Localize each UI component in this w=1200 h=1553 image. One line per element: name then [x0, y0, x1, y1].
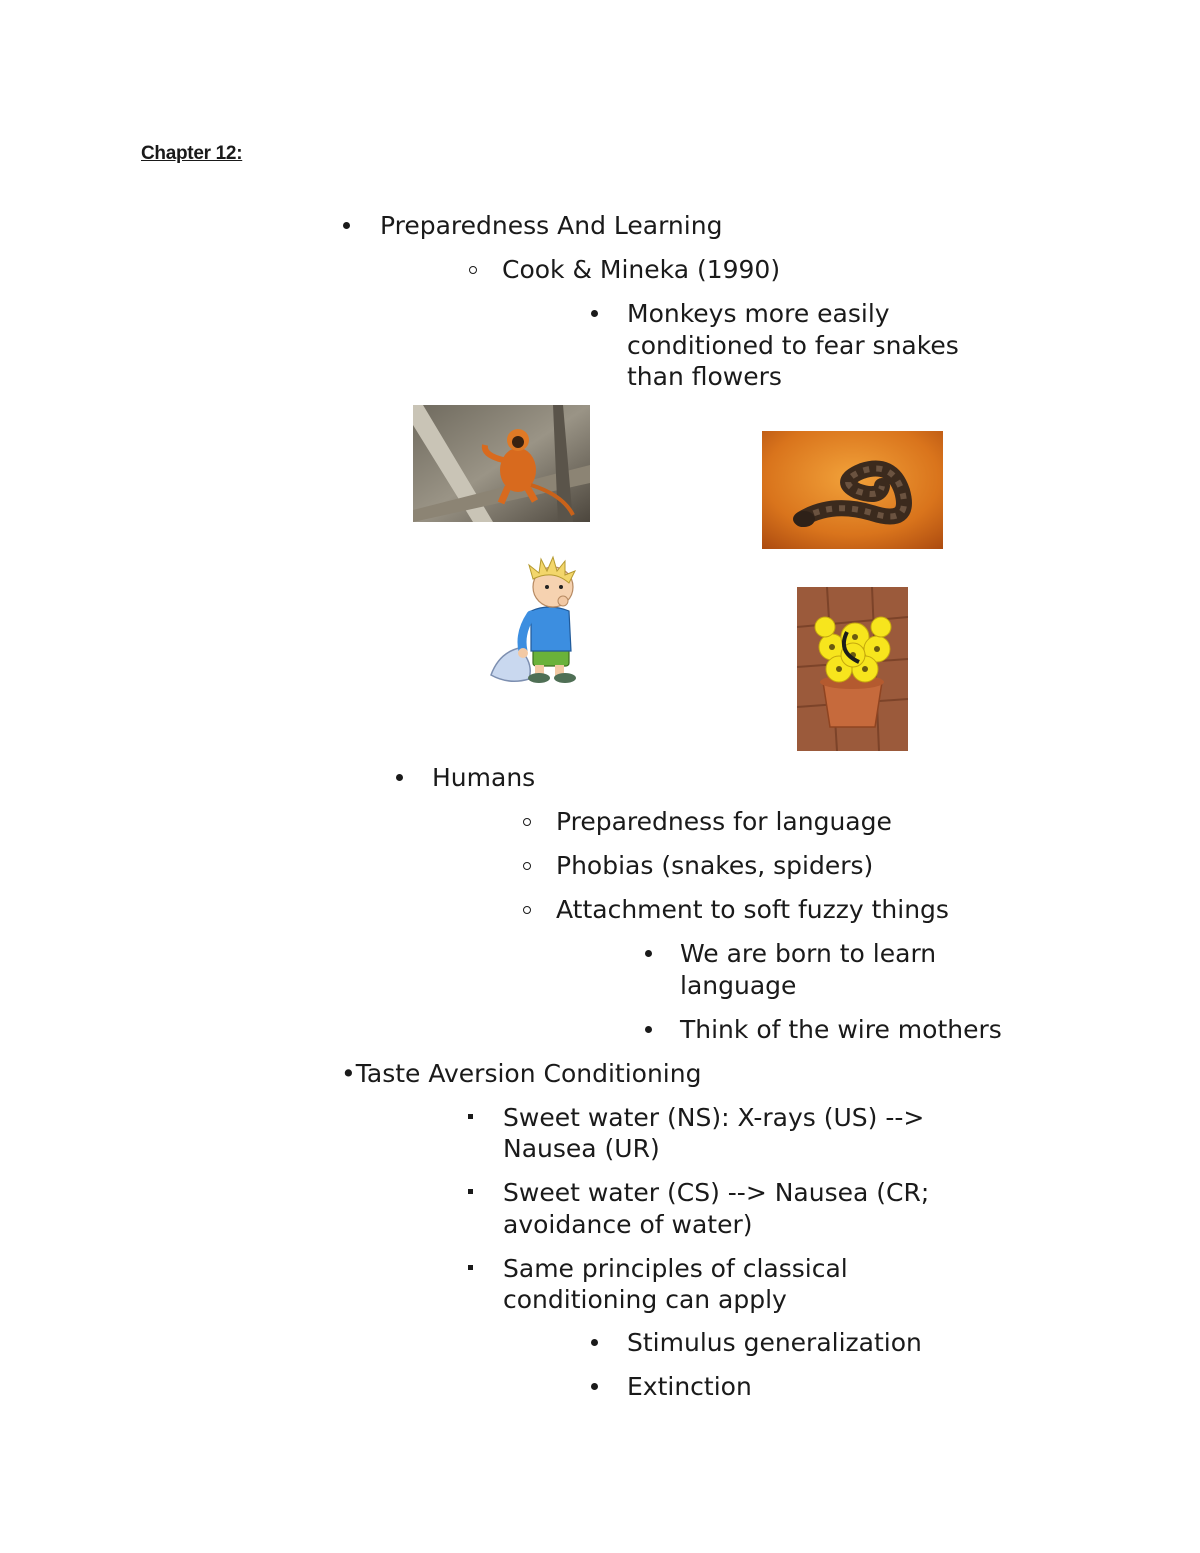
item-cook-mineka: Cook & Mineka (1990) [502, 255, 781, 284]
item-sweet2-line1: Sweet water (CS) --> Nausea (CR; [503, 1178, 930, 1207]
bullet-circle-icon [523, 862, 531, 870]
bullet-square-icon [468, 1265, 473, 1270]
monkey-photo [413, 405, 590, 522]
heading-preparedness: Preparedness And Learning [380, 211, 723, 240]
bullet-dot-icon [591, 1339, 598, 1346]
item-monkeys-line1: Monkeys more easily [627, 299, 890, 328]
item-attachment: Attachment to soft fuzzy things [556, 895, 949, 924]
bullet-circle-icon [523, 906, 531, 914]
heading-taste-aversion: •Taste Aversion Conditioning [341, 1059, 702, 1088]
boy-clipart [489, 553, 585, 686]
bullet-dot-icon [396, 774, 403, 781]
bullet-dot-icon [343, 222, 350, 229]
item-language: Preparedness for language [556, 807, 892, 836]
item-extinction: Extinction [627, 1372, 752, 1401]
item-monkeys-line2: conditioned to fear snakes [627, 331, 959, 360]
item-born-line1: We are born to learn [680, 939, 937, 968]
bullet-dot-icon [591, 1383, 598, 1390]
bullet-square-icon [468, 1114, 473, 1119]
item-generalization: Stimulus generalization [627, 1328, 922, 1357]
item-monkeys-line3: than flowers [627, 362, 782, 391]
bullet-circle-icon [523, 818, 531, 826]
item-sweet1-line1: Sweet water (NS): X-rays (US) --> [503, 1103, 925, 1132]
item-same-line1: Same principles of classical [503, 1254, 848, 1283]
item-phobias: Phobias (snakes, spiders) [556, 851, 874, 880]
heading-humans: Humans [432, 763, 536, 792]
bullet-dot-icon [591, 310, 598, 317]
flowers-photo [797, 587, 908, 751]
chapter-title: Chapter 12: [141, 143, 243, 164]
item-wire-mothers: Think of the wire mothers [680, 1015, 1002, 1044]
snake-photo [762, 431, 943, 549]
item-sweet2-line2: avoidance of water) [503, 1210, 753, 1239]
item-born-line2: language [680, 971, 797, 1000]
bullet-circle-icon [469, 266, 477, 274]
bullet-dot-icon [645, 950, 652, 957]
item-same-line2: conditioning can apply [503, 1285, 787, 1314]
bullet-square-icon [468, 1189, 473, 1194]
item-sweet1-line2: Nausea (UR) [503, 1134, 660, 1163]
bullet-dot-icon [645, 1026, 652, 1033]
